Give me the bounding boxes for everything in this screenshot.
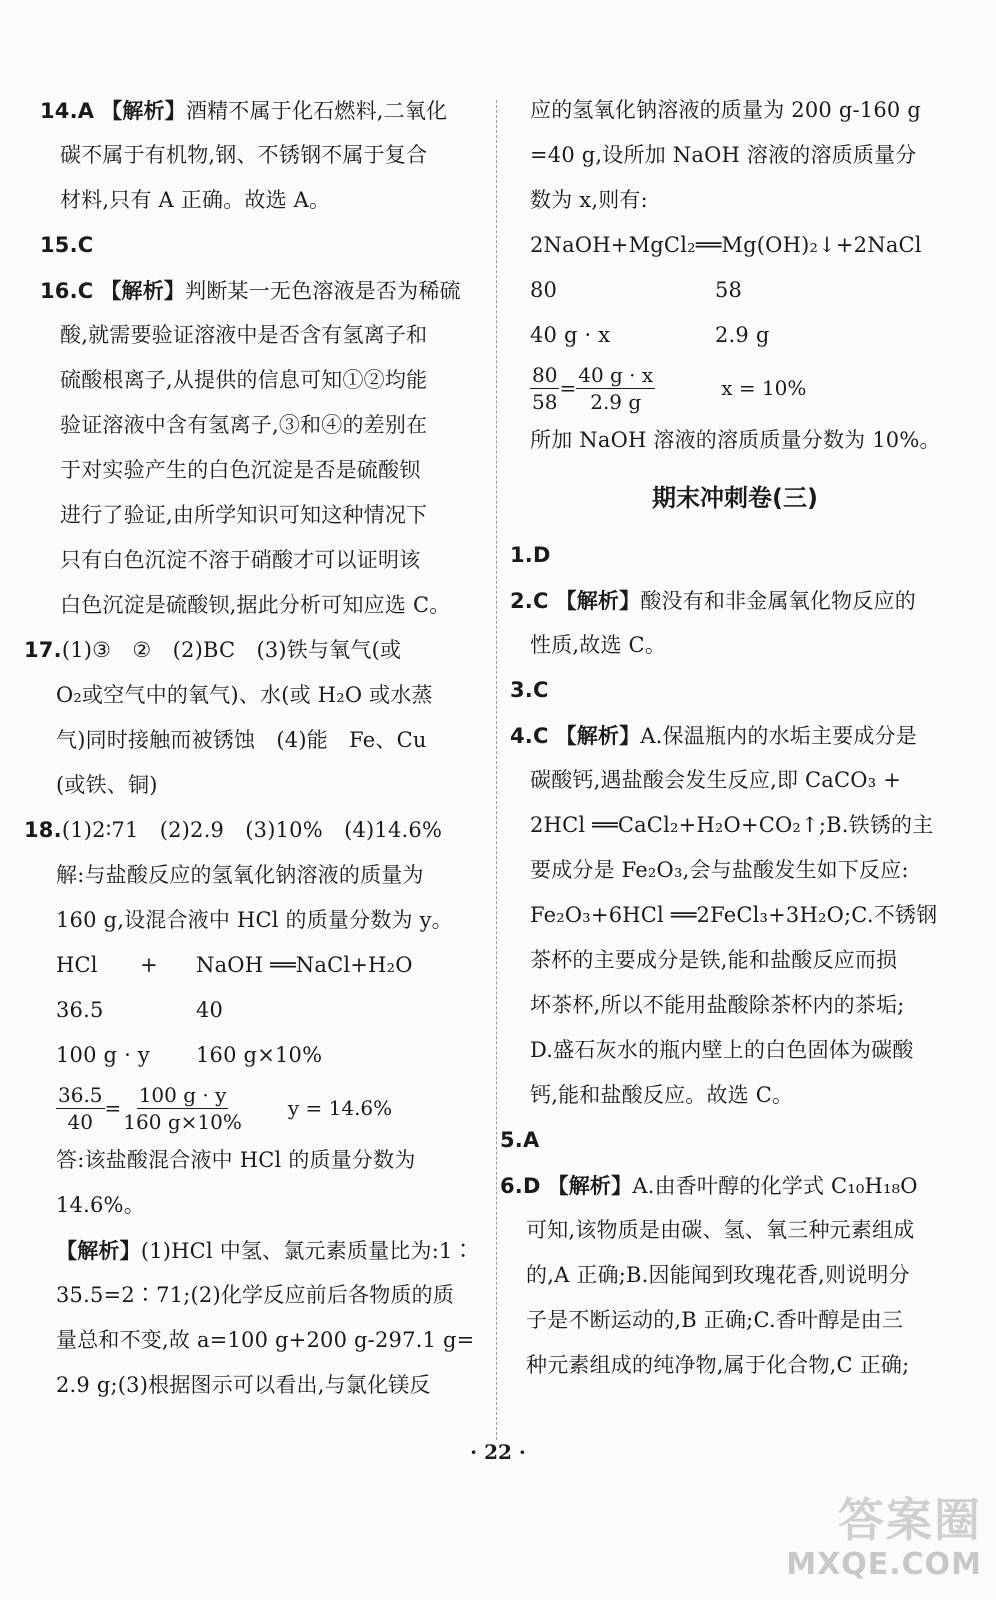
text-line: 6.D 【解析】A.由香叶醇的化学式 C₁₀H₁₈O (500, 1173, 918, 1198)
text-line: 要成分是 Fe₂O₃,会与盐酸发生如下反应: (530, 858, 909, 882)
text-line: 14.6%。 (56, 1193, 145, 1217)
text-line: 碳不属于有机物,钢、不锈钢不属于复合 (60, 143, 428, 167)
text-line: 于对实验产生的白色沉淀是否是硫酸钡 (60, 458, 421, 482)
text-line: 3.C (510, 678, 549, 702)
text-line: 酸,就需要验证溶液中是否含有氢离子和 (60, 323, 428, 347)
equation-row: 2NaOH+MgCl₂══Mg(OH)₂↓+2NaCl (530, 233, 922, 257)
text-line: =40 g,设所加 NaOH 溶液的溶质质量分 (530, 143, 917, 167)
text-line: D.盛石灰水的瓶内壁上的白色固体为碳酸 (530, 1038, 914, 1062)
text-line: 1.D (510, 543, 551, 567)
text-line: Fe₂O₃+6HCl ══2FeCl₃+3H₂O;C.不锈钢 (530, 903, 938, 927)
text-line: 可知,该物质是由碳、氢、氧三种元素组成 (526, 1218, 915, 1242)
equation-row: 100 g · y 160 g×10% (56, 1043, 323, 1067)
text-line: 应的氢氧化钠溶液的质量为 200 g-160 g (530, 98, 921, 122)
proportion-equation: $\frac{80}{58}$ = $\frac{40 g \cdot x}{2.9 g}$ x = 10% (532, 362, 807, 414)
watermark-url: MXQE.COM (786, 1547, 982, 1582)
text-line: 4.C 【解析】A.保温瓶内的水垢主要成分是 (510, 723, 917, 748)
left-column (24, 88, 480, 1408)
text-line: 碳酸钙,遇盐酸会发生反应,即 CaCO₃ + (530, 768, 901, 792)
text-line: O₂或空气中的氧气)、水(或 H₂O 或水蒸 (56, 683, 433, 707)
text-line: 160 g,设混合液中 HCl 的质量分数为 y。 (56, 908, 453, 932)
text-line: 数为 x,则有: (530, 188, 648, 212)
equation-row: 36.5 40 (56, 998, 224, 1022)
text-line: 子是不断运动的,B 正确;C.香叶醇是由三 (526, 1308, 904, 1332)
text-line: 量总和不变,故 a=100 g+200 g-297.1 g= (56, 1328, 475, 1352)
text-line: 进行了验证,由所学知识可知这种情况下 (60, 503, 428, 527)
fraction: $\frac{36.5}{40}$ (58, 1082, 103, 1134)
text-line: (或铁、铜) (56, 773, 158, 797)
text-line: 2.9 g;(3)根据图示可以看出,与氯化镁反 (56, 1373, 431, 1397)
text-line: 答:该盐酸混合液中 HCl 的质量分数为 (56, 1148, 416, 1172)
right-column (500, 88, 960, 1388)
text-line: 硫酸根离子,从提供的信息可知①②均能 (60, 368, 428, 392)
proportion-equation: $\frac{36.5}{40}$ = $\frac{100 g \cdot y}{160 g\times 10\%}$ y = 14.6% (58, 1082, 393, 1134)
text-line: 气)同时接触而被锈蚀 (4)能 Fe、Cu (56, 728, 427, 752)
text-line: 17.(1)③ ② (2)BC (3)铁与氧气(或 (24, 638, 402, 662)
text-line: 验证溶液中含有氢离子,③和④的差别在 (60, 413, 428, 437)
text-line: 5.A (500, 1128, 540, 1152)
page-number: · 22 · (470, 1440, 526, 1464)
text-line: 材料,只有 A 正确。故选 A。 (60, 188, 331, 212)
text-line: 坏茶杯,所以不能用盐酸除茶杯内的茶垢; (530, 993, 905, 1017)
text-line: 只有白色沉淀不溶于硝酸才可以证明该 (60, 548, 421, 572)
text-line: 【解析】(1)HCl 中氢、氯元素质量比为:1∶ (56, 1238, 474, 1263)
watermark-text: 答案圈 (838, 1493, 982, 1547)
equation-row: HCl + NaOH ══NaCl+H₂O (56, 953, 413, 977)
fraction: $\frac{100 g \cdot y}{160 g\times 10\%}$ (123, 1082, 242, 1134)
text-line: 35.5=2∶71;(2)化学反应前后各物质的质 (56, 1283, 455, 1307)
text-line: 钙,能和盐酸反应。故选 C。 (530, 1083, 794, 1107)
text-line: 2.C 【解析】酸没有和非金属氧化物反应的 (510, 588, 916, 613)
text-line: 16.C 【解析】判断某一无色溶液是否为稀硫 (40, 278, 461, 303)
equation-row: 80 58 (530, 278, 743, 302)
text-line: 白色沉淀是硫酸钡,据此分析可知应选 C。 (60, 593, 451, 617)
fraction: $\frac{80}{58}$ (532, 362, 558, 414)
section-heading: 期末冲刺卷(三) (652, 484, 818, 512)
text-line: 18.(1)2∶71 (2)2.9 (3)10% (4)14.6% (24, 818, 443, 842)
column-divider (496, 100, 497, 1440)
text-line: 15.C (40, 233, 94, 257)
text-line: 所加 NaOH 溶液的溶质质量分数为 10%。 (530, 428, 941, 452)
text-line: 茶杯的主要成分是铁,能和盐酸反应而损 (530, 948, 898, 972)
watermark-logo (782, 1493, 982, 1588)
text-line: 2HCl ══CaCl₂+H₂O+CO₂↑;B.铁锈的主 (530, 813, 934, 837)
text-line: 种元素组成的纯净物,属于化合物,C 正确; (526, 1353, 910, 1377)
equation-row: 40 g · x 2.9 g (530, 323, 770, 347)
text-line: 解:与盐酸反应的氢氧化钠溶液的质量为 (56, 863, 424, 887)
fraction: $\frac{40 g \cdot x}{2.9 g}$ (578, 362, 654, 414)
text-line: 的,A 正确;B.因能闻到玫瑰花香,则说明分 (526, 1263, 910, 1287)
text-line: 性质,故选 C。 (530, 633, 667, 657)
text-line: 14.A 【解析】酒精不属于化石燃料,二氧化 (40, 98, 448, 123)
